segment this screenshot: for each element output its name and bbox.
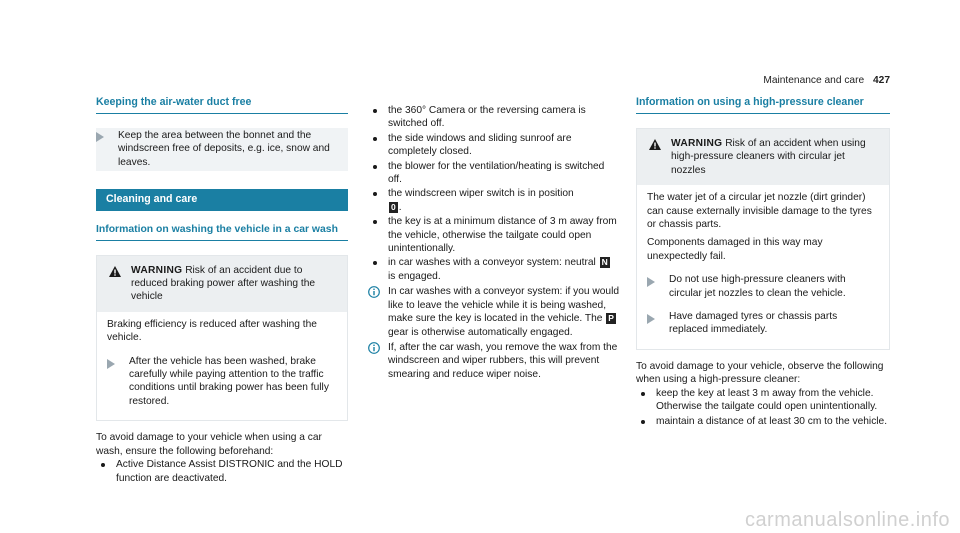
warning-step	[647, 310, 879, 337]
warning-step	[107, 355, 337, 409]
column-2	[368, 104, 620, 381]
list-item: in car washes with a conveyor system: neutral N is engaged.	[368, 256, 620, 283]
warning-label: WARNING	[671, 138, 723, 149]
page-number: 427	[873, 75, 890, 86]
warning-box	[636, 128, 890, 350]
step-text: Have damaged tyres or chassis parts replaced immediately.	[669, 311, 838, 336]
bullet-icon	[373, 220, 377, 224]
warning-body-text: The water jet of a circular jet nozzle (dirt grinder) can cause externally invisible damage to the tyres or chassis parts.	[647, 192, 872, 231]
warning-text: Risk of an accident due to reduced braking power after washing the vehicle	[131, 264, 316, 303]
warning-header	[637, 129, 889, 185]
info-note: In car washes with a conveyor system: if you would like to leave the vehicle while it is being washed, make sure the key is located in the vehicle. The P gear is otherwise automatically engaged.	[368, 285, 620, 339]
step-arrow-icon	[647, 314, 655, 324]
section-title-high-pressure: Information on using a high-pressure cleaner	[636, 96, 890, 114]
bullet-icon	[641, 392, 645, 396]
info-icon	[368, 286, 380, 298]
step-text: Do not use high-pressure cleaners with circular jet nozzles to clean the vehicle.	[669, 274, 846, 299]
paragraph: To avoid damage to your vehicle when using a car wash, ensure the following beforehand:	[96, 432, 322, 457]
section-title-car-wash: Information on washing the vehicle in a car wash	[96, 223, 348, 241]
wiper-position-key: 0	[391, 201, 396, 212]
step-arrow-icon	[107, 359, 115, 369]
column-3	[636, 96, 890, 429]
step-arrow-icon	[647, 277, 655, 287]
step-arrow-icon	[96, 132, 104, 142]
list-item: keep the key at least 3 m away from the vehicle. Otherwise the tailgate could open unintentionally.	[636, 387, 890, 414]
list-item: Active Distance Assist DISTRONIC and the HOLD function are deactivated.	[96, 458, 348, 485]
watermark: carmanualsonline.info	[744, 508, 950, 531]
step-text: After the vehicle has been washed, brake carefully while paying attention to the traffic conditions until braking power has been fully restored.	[129, 355, 329, 407]
warning-body-text: Components damaged in this way may unexpectedly fail.	[647, 237, 823, 262]
bullet-icon	[373, 109, 377, 113]
section-name: Maintenance and care	[763, 75, 865, 86]
bullet-icon	[373, 165, 377, 169]
info-note: If, after the car wash, you remove the wax from the windscreen and wiper rubbers, this will prevent smearing and reduce wiper noise.	[368, 341, 620, 381]
bullet-icon	[373, 261, 377, 265]
page-header	[763, 74, 890, 87]
warning-triangle-icon	[649, 139, 661, 150]
warning-triangle-icon	[109, 266, 121, 277]
warning-step	[647, 273, 879, 300]
bullet-icon	[641, 420, 645, 424]
list-item: the side windows and sliding sunroof are completely closed.	[368, 132, 620, 159]
list-item: maintain a distance of at least 30 cm to the vehicle.	[636, 415, 890, 428]
instruction-step	[96, 128, 348, 171]
bullet-list	[368, 104, 620, 283]
chapter-heading-cleaning: Cleaning and care	[96, 189, 348, 210]
warning-body	[97, 312, 347, 420]
step-text: Keep the area between the bonnet and the windscreen free of deposits, e.g. ice, snow and leaves.	[118, 130, 330, 168]
paragraph: To avoid damage to your vehicle, observe the following when using a high-pressure cleaner:	[636, 360, 884, 386]
park-gear-key: P	[608, 313, 614, 324]
warning-body-text: Braking efficiency is reduced after washing the vehicle.	[107, 318, 317, 344]
list-item: the blower for the ventilation/heating is switched off.	[368, 160, 620, 187]
list-item: the key is at a minimum distance of 3 m away from the vehicle, otherwise the tailgate could open unintentionally.	[368, 215, 620, 255]
section-title-air-water-duct: Keeping the air-water duct free	[96, 96, 348, 114]
info-icon	[368, 342, 380, 354]
warning-header	[97, 256, 347, 312]
bullet-list	[636, 387, 890, 428]
bullet-list	[96, 458, 348, 485]
column-1	[96, 96, 348, 486]
warning-body	[637, 185, 889, 349]
warning-label: WARNING	[131, 264, 183, 276]
list-item: the 360° Camera or the reversing camera is switched off.	[368, 104, 620, 131]
neutral-gear-key: N	[601, 257, 608, 268]
warning-text: Risk of an accident when using high-pressure cleaners with circular jet nozzles	[671, 138, 866, 176]
bullet-icon	[373, 192, 377, 196]
bullet-icon	[373, 137, 377, 141]
bullet-icon	[101, 463, 105, 467]
warning-box	[96, 255, 348, 422]
list-item: the windscreen wiper switch is in position 0 .	[368, 187, 620, 214]
